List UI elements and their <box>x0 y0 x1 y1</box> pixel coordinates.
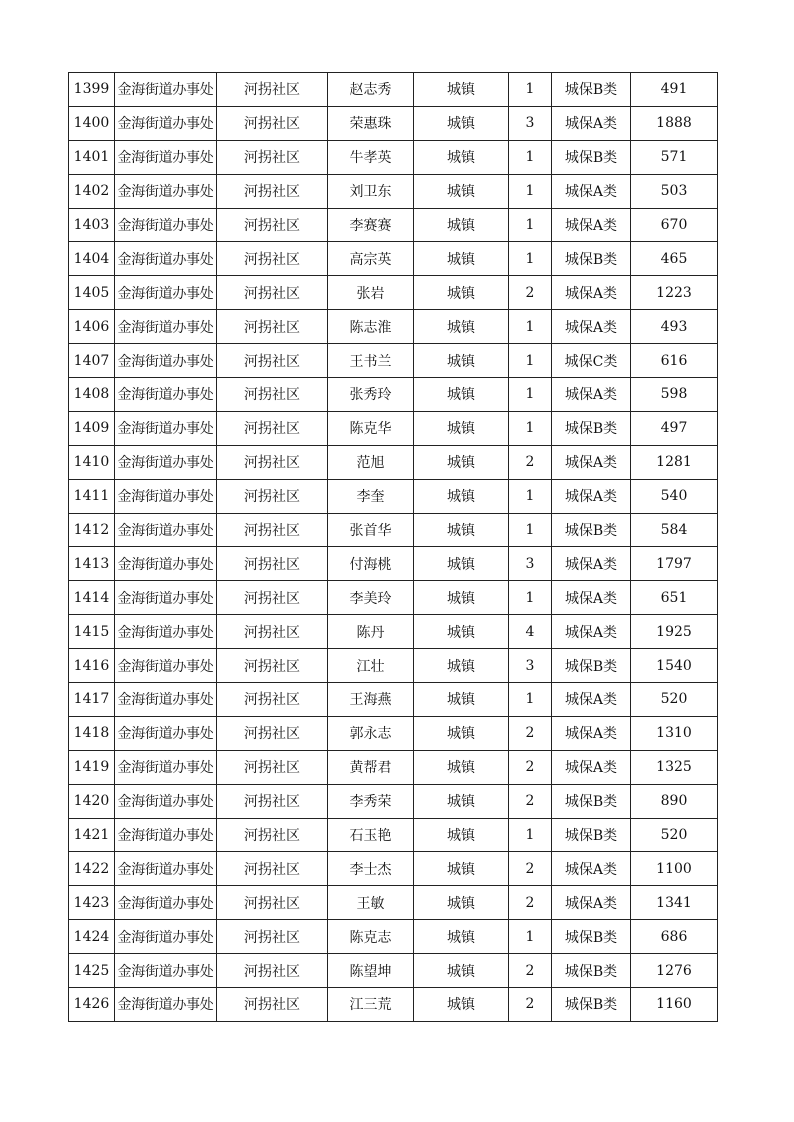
office-cell: 金海街道办事处 <box>115 818 217 852</box>
row-number: 1412 <box>69 513 115 547</box>
community-cell: 河拐社区 <box>217 140 328 174</box>
amount-cell: 520 <box>631 683 718 717</box>
row-number: 1426 <box>69 988 115 1022</box>
community-cell: 河拐社区 <box>217 615 328 649</box>
office-cell: 金海街道办事处 <box>115 954 217 988</box>
count-cell: 3 <box>509 106 552 140</box>
table-row <box>69 479 718 513</box>
office-cell: 金海街道办事处 <box>115 344 217 378</box>
count-cell: 1 <box>509 73 552 107</box>
community-cell: 河拐社区 <box>217 581 328 615</box>
table-row <box>69 886 718 920</box>
office-cell: 金海街道办事处 <box>115 615 217 649</box>
table-row <box>69 344 718 378</box>
row-number: 1405 <box>69 276 115 310</box>
category-cell: 城保B类 <box>552 784 631 818</box>
amount-cell: 1925 <box>631 615 718 649</box>
row-number: 1424 <box>69 920 115 954</box>
community-cell: 河拐社区 <box>217 784 328 818</box>
area-cell: 城镇 <box>414 73 509 107</box>
area-cell: 城镇 <box>414 344 509 378</box>
community-cell: 河拐社区 <box>217 106 328 140</box>
amount-cell: 493 <box>631 310 718 344</box>
amount-cell: 890 <box>631 784 718 818</box>
name-cell: 张秀玲 <box>328 378 414 412</box>
table-row <box>69 378 718 412</box>
row-number: 1402 <box>69 174 115 208</box>
office-cell: 金海街道办事处 <box>115 513 217 547</box>
name-cell: 赵志秀 <box>328 73 414 107</box>
area-cell: 城镇 <box>414 479 509 513</box>
count-cell: 1 <box>509 411 552 445</box>
count-cell: 1 <box>509 920 552 954</box>
row-number: 1411 <box>69 479 115 513</box>
name-cell: 荣惠珠 <box>328 106 414 140</box>
area-cell: 城镇 <box>414 649 509 683</box>
category-cell: 城保A类 <box>552 310 631 344</box>
category-cell: 城保A类 <box>552 208 631 242</box>
table-row <box>69 852 718 886</box>
office-cell: 金海街道办事处 <box>115 683 217 717</box>
category-cell: 城保A类 <box>552 615 631 649</box>
area-cell: 城镇 <box>414 378 509 412</box>
amount-cell: 571 <box>631 140 718 174</box>
row-number: 1421 <box>69 818 115 852</box>
office-cell: 金海街道办事处 <box>115 649 217 683</box>
row-number: 1400 <box>69 106 115 140</box>
community-cell: 河拐社区 <box>217 513 328 547</box>
table-row <box>69 954 718 988</box>
area-cell: 城镇 <box>414 784 509 818</box>
area-cell: 城镇 <box>414 818 509 852</box>
amount-cell: 584 <box>631 513 718 547</box>
office-cell: 金海街道办事处 <box>115 479 217 513</box>
row-number: 1410 <box>69 445 115 479</box>
amount-cell: 1310 <box>631 716 718 750</box>
office-cell: 金海街道办事处 <box>115 73 217 107</box>
category-cell: 城保B类 <box>552 920 631 954</box>
records-table <box>68 72 718 1022</box>
row-number: 1408 <box>69 378 115 412</box>
community-cell: 河拐社区 <box>217 954 328 988</box>
area-cell: 城镇 <box>414 208 509 242</box>
name-cell: 范旭 <box>328 445 414 479</box>
category-cell: 城保A类 <box>552 479 631 513</box>
count-cell: 3 <box>509 649 552 683</box>
category-cell: 城保A类 <box>552 852 631 886</box>
count-cell: 2 <box>509 445 552 479</box>
category-cell: 城保B类 <box>552 140 631 174</box>
area-cell: 城镇 <box>414 513 509 547</box>
name-cell: 陈志淮 <box>328 310 414 344</box>
amount-cell: 1281 <box>631 445 718 479</box>
table-row <box>69 513 718 547</box>
area-cell: 城镇 <box>414 954 509 988</box>
office-cell: 金海街道办事处 <box>115 784 217 818</box>
office-cell: 金海街道办事处 <box>115 988 217 1022</box>
area-cell: 城镇 <box>414 547 509 581</box>
name-cell: 牛孝英 <box>328 140 414 174</box>
amount-cell: 491 <box>631 73 718 107</box>
row-number: 1415 <box>69 615 115 649</box>
office-cell: 金海街道办事处 <box>115 852 217 886</box>
office-cell: 金海街道办事处 <box>115 174 217 208</box>
table-row <box>69 310 718 344</box>
office-cell: 金海街道办事处 <box>115 886 217 920</box>
row-number: 1413 <box>69 547 115 581</box>
office-cell: 金海街道办事处 <box>115 378 217 412</box>
category-cell: 城保B类 <box>552 818 631 852</box>
area-cell: 城镇 <box>414 106 509 140</box>
area-cell: 城镇 <box>414 140 509 174</box>
count-cell: 1 <box>509 513 552 547</box>
office-cell: 金海街道办事处 <box>115 140 217 174</box>
table-row <box>69 920 718 954</box>
area-cell: 城镇 <box>414 310 509 344</box>
name-cell: 刘卫东 <box>328 174 414 208</box>
count-cell: 1 <box>509 581 552 615</box>
count-cell: 1 <box>509 310 552 344</box>
amount-cell: 1888 <box>631 106 718 140</box>
row-number: 1406 <box>69 310 115 344</box>
table-row <box>69 140 718 174</box>
name-cell: 王书兰 <box>328 344 414 378</box>
amount-cell: 1325 <box>631 750 718 784</box>
category-cell: 城保B类 <box>552 411 631 445</box>
row-number: 1419 <box>69 750 115 784</box>
office-cell: 金海街道办事处 <box>115 208 217 242</box>
area-cell: 城镇 <box>414 242 509 276</box>
row-number: 1399 <box>69 73 115 107</box>
amount-cell: 1341 <box>631 886 718 920</box>
area-cell: 城镇 <box>414 920 509 954</box>
category-cell: 城保C类 <box>552 344 631 378</box>
name-cell: 黄帮君 <box>328 750 414 784</box>
name-cell: 张岩 <box>328 276 414 310</box>
table-row <box>69 581 718 615</box>
area-cell: 城镇 <box>414 581 509 615</box>
count-cell: 3 <box>509 547 552 581</box>
name-cell: 李赛赛 <box>328 208 414 242</box>
name-cell: 郭永志 <box>328 716 414 750</box>
count-cell: 1 <box>509 174 552 208</box>
community-cell: 河拐社区 <box>217 886 328 920</box>
office-cell: 金海街道办事处 <box>115 920 217 954</box>
amount-cell: 651 <box>631 581 718 615</box>
name-cell: 陈望坤 <box>328 954 414 988</box>
row-number: 1409 <box>69 411 115 445</box>
community-cell: 河拐社区 <box>217 750 328 784</box>
count-cell: 2 <box>509 988 552 1022</box>
table-row <box>69 784 718 818</box>
name-cell: 李奎 <box>328 479 414 513</box>
count-cell: 2 <box>509 852 552 886</box>
name-cell: 陈克志 <box>328 920 414 954</box>
area-cell: 城镇 <box>414 445 509 479</box>
row-number: 1422 <box>69 852 115 886</box>
row-number: 1418 <box>69 716 115 750</box>
area-cell: 城镇 <box>414 852 509 886</box>
name-cell: 李士杰 <box>328 852 414 886</box>
category-cell: 城保B类 <box>552 513 631 547</box>
community-cell: 河拐社区 <box>217 988 328 1022</box>
table-row <box>69 615 718 649</box>
community-cell: 河拐社区 <box>217 73 328 107</box>
amount-cell: 686 <box>631 920 718 954</box>
community-cell: 河拐社区 <box>217 649 328 683</box>
table-row <box>69 683 718 717</box>
count-cell: 2 <box>509 276 552 310</box>
category-cell: 城保A类 <box>552 581 631 615</box>
table-row <box>69 276 718 310</box>
category-cell: 城保B类 <box>552 954 631 988</box>
table-row <box>69 547 718 581</box>
table-row <box>69 716 718 750</box>
community-cell: 河拐社区 <box>217 276 328 310</box>
name-cell: 石玉艳 <box>328 818 414 852</box>
area-cell: 城镇 <box>414 411 509 445</box>
row-number: 1404 <box>69 242 115 276</box>
row-number: 1403 <box>69 208 115 242</box>
table-row <box>69 106 718 140</box>
category-cell: 城保A类 <box>552 750 631 784</box>
row-number: 1414 <box>69 581 115 615</box>
count-cell: 1 <box>509 683 552 717</box>
amount-cell: 503 <box>631 174 718 208</box>
count-cell: 2 <box>509 886 552 920</box>
area-cell: 城镇 <box>414 988 509 1022</box>
office-cell: 金海街道办事处 <box>115 276 217 310</box>
community-cell: 河拐社区 <box>217 683 328 717</box>
category-cell: 城保A类 <box>552 378 631 412</box>
row-number: 1417 <box>69 683 115 717</box>
count-cell: 1 <box>509 378 552 412</box>
table-body <box>69 73 718 1022</box>
community-cell: 河拐社区 <box>217 242 328 276</box>
community-cell: 河拐社区 <box>217 547 328 581</box>
office-cell: 金海街道办事处 <box>115 445 217 479</box>
amount-cell: 1276 <box>631 954 718 988</box>
category-cell: 城保B类 <box>552 242 631 276</box>
count-cell: 1 <box>509 344 552 378</box>
amount-cell: 670 <box>631 208 718 242</box>
community-cell: 河拐社区 <box>217 716 328 750</box>
row-number: 1425 <box>69 954 115 988</box>
count-cell: 2 <box>509 716 552 750</box>
name-cell: 江三荒 <box>328 988 414 1022</box>
area-cell: 城镇 <box>414 750 509 784</box>
table-row <box>69 73 718 107</box>
category-cell: 城保A类 <box>552 886 631 920</box>
category-cell: 城保A类 <box>552 716 631 750</box>
office-cell: 金海街道办事处 <box>115 310 217 344</box>
count-cell: 2 <box>509 784 552 818</box>
name-cell: 李秀荣 <box>328 784 414 818</box>
name-cell: 高宗英 <box>328 242 414 276</box>
count-cell: 1 <box>509 479 552 513</box>
name-cell: 王海燕 <box>328 683 414 717</box>
amount-cell: 465 <box>631 242 718 276</box>
count-cell: 4 <box>509 615 552 649</box>
amount-cell: 1160 <box>631 988 718 1022</box>
amount-cell: 1223 <box>631 276 718 310</box>
office-cell: 金海街道办事处 <box>115 581 217 615</box>
category-cell: 城保A类 <box>552 276 631 310</box>
category-cell: 城保A类 <box>552 174 631 208</box>
amount-cell: 1100 <box>631 852 718 886</box>
table-row <box>69 445 718 479</box>
amount-cell: 497 <box>631 411 718 445</box>
amount-cell: 1797 <box>631 547 718 581</box>
table-row <box>69 818 718 852</box>
office-cell: 金海街道办事处 <box>115 750 217 784</box>
row-number: 1420 <box>69 784 115 818</box>
community-cell: 河拐社区 <box>217 208 328 242</box>
community-cell: 河拐社区 <box>217 344 328 378</box>
count-cell: 2 <box>509 954 552 988</box>
name-cell: 付海桃 <box>328 547 414 581</box>
area-cell: 城镇 <box>414 683 509 717</box>
office-cell: 金海街道办事处 <box>115 716 217 750</box>
community-cell: 河拐社区 <box>217 310 328 344</box>
name-cell: 陈克华 <box>328 411 414 445</box>
count-cell: 1 <box>509 140 552 174</box>
area-cell: 城镇 <box>414 886 509 920</box>
area-cell: 城镇 <box>414 716 509 750</box>
office-cell: 金海街道办事处 <box>115 411 217 445</box>
area-cell: 城镇 <box>414 615 509 649</box>
amount-cell: 1540 <box>631 649 718 683</box>
community-cell: 河拐社区 <box>217 852 328 886</box>
community-cell: 河拐社区 <box>217 818 328 852</box>
count-cell: 2 <box>509 750 552 784</box>
area-cell: 城镇 <box>414 276 509 310</box>
community-cell: 河拐社区 <box>217 174 328 208</box>
count-cell: 1 <box>509 208 552 242</box>
office-cell: 金海街道办事处 <box>115 547 217 581</box>
table-row <box>69 208 718 242</box>
category-cell: 城保A类 <box>552 445 631 479</box>
table-row <box>69 649 718 683</box>
amount-cell: 598 <box>631 378 718 412</box>
row-number: 1423 <box>69 886 115 920</box>
amount-cell: 616 <box>631 344 718 378</box>
amount-cell: 540 <box>631 479 718 513</box>
count-cell: 1 <box>509 818 552 852</box>
category-cell: 城保A类 <box>552 106 631 140</box>
community-cell: 河拐社区 <box>217 920 328 954</box>
table-row <box>69 242 718 276</box>
office-cell: 金海街道办事处 <box>115 242 217 276</box>
row-number: 1407 <box>69 344 115 378</box>
table-row <box>69 988 718 1022</box>
name-cell: 江壮 <box>328 649 414 683</box>
row-number: 1416 <box>69 649 115 683</box>
category-cell: 城保A类 <box>552 547 631 581</box>
row-number: 1401 <box>69 140 115 174</box>
count-cell: 1 <box>509 242 552 276</box>
name-cell: 王敏 <box>328 886 414 920</box>
community-cell: 河拐社区 <box>217 445 328 479</box>
name-cell: 陈丹 <box>328 615 414 649</box>
community-cell: 河拐社区 <box>217 411 328 445</box>
name-cell: 张首华 <box>328 513 414 547</box>
office-cell: 金海街道办事处 <box>115 106 217 140</box>
table-row <box>69 750 718 784</box>
community-cell: 河拐社区 <box>217 378 328 412</box>
category-cell: 城保A类 <box>552 683 631 717</box>
name-cell: 李美玲 <box>328 581 414 615</box>
community-cell: 河拐社区 <box>217 479 328 513</box>
amount-cell: 520 <box>631 818 718 852</box>
category-cell: 城保B类 <box>552 73 631 107</box>
table-row <box>69 411 718 445</box>
category-cell: 城保B类 <box>552 649 631 683</box>
area-cell: 城镇 <box>414 174 509 208</box>
category-cell: 城保B类 <box>552 988 631 1022</box>
table-row <box>69 174 718 208</box>
